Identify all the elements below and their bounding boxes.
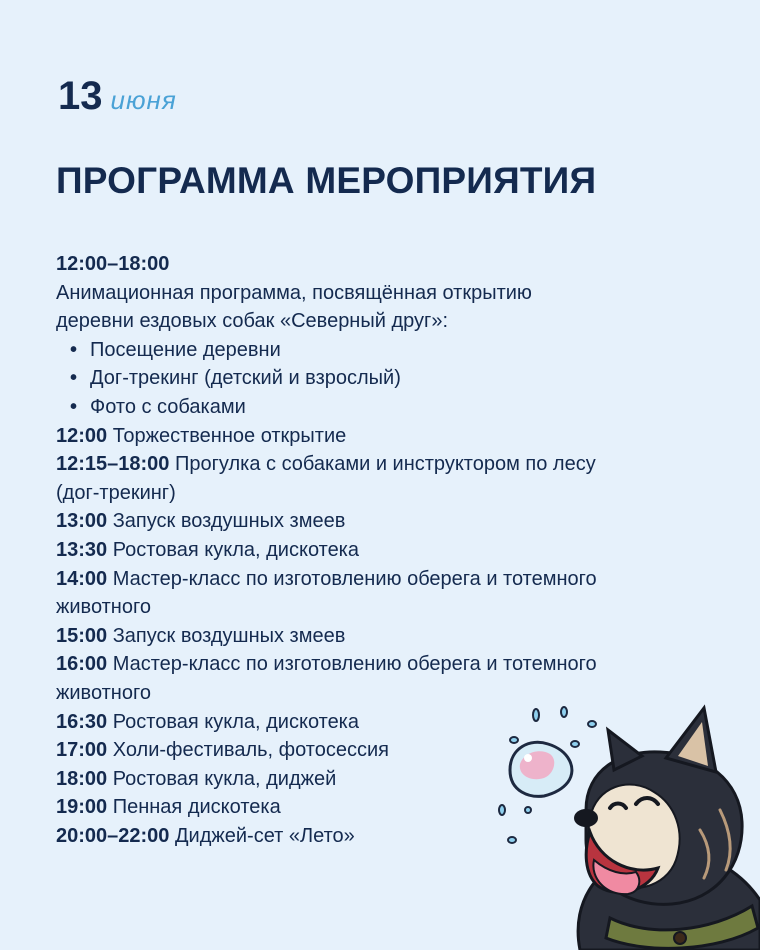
event-date <box>58 74 177 119</box>
date-month: июня <box>110 85 177 115</box>
schedule-item-continuation: (дог-трекинг) <box>56 481 176 504</box>
bullet-item <box>56 393 736 422</box>
desc-label: Мастер-класс по изготовлению оберега и тотемного <box>112 567 597 590</box>
bullet-text: Дог-трекинг (детский и взрослый) <box>90 367 401 390</box>
schedule-item-desc: деревни ездовых собак «Северный друг»: <box>56 310 449 333</box>
desc-label: Диджей-сет «Лето» <box>175 824 355 847</box>
time-label: 18:00 <box>56 767 108 790</box>
time-label: 15:00 <box>56 624 108 647</box>
husky-dog-illustration <box>490 700 760 950</box>
schedule-item <box>56 622 736 651</box>
bullet-icon: • <box>70 367 78 390</box>
schedule-item <box>56 650 736 679</box>
schedule-item <box>56 565 736 594</box>
schedule-item-time <box>56 250 736 279</box>
time-label: 16:00 <box>56 653 108 676</box>
bullet-text: Посещение деревни <box>90 338 281 361</box>
bullet-icon: • <box>70 395 78 418</box>
bullet-item <box>56 364 736 393</box>
schedule-item-continuation: животного <box>56 681 151 704</box>
desc-label: Прогулка с собаками и инструктором по лесу <box>175 453 596 476</box>
desc-label: Запуск воздушных змеев <box>112 624 346 647</box>
time-label: 20:00–22:00 <box>56 824 170 847</box>
bullet-icon: • <box>70 338 78 361</box>
time-label: 16:30 <box>56 710 108 733</box>
schedule-item <box>56 507 736 536</box>
schedule-item <box>56 536 736 565</box>
time-label: 12:00 <box>56 424 108 447</box>
schedule-item <box>56 450 736 479</box>
desc-label: Ростовая кукла, дискотека <box>112 538 359 561</box>
desc-label: Холи-фестиваль, фотосессия <box>112 739 389 762</box>
bullet-item <box>56 336 736 365</box>
bullet-text: Фото с собаками <box>90 395 246 418</box>
desc-label: Пенная дискотека <box>112 796 281 819</box>
water-balloon <box>510 742 572 796</box>
time-label: 17:00 <box>56 739 108 762</box>
desc-label: Ростовая кукла, диджей <box>112 767 337 790</box>
page-title: ПРОГРАММА МЕРОПРИЯТИЯ <box>56 160 597 201</box>
schedule-item-desc: Анимационная программа, посвящённая открытию <box>56 281 532 304</box>
time-label: 13:30 <box>56 538 108 561</box>
time-label: 14:00 <box>56 567 108 590</box>
time-label: 12:00–18:00 <box>56 253 170 275</box>
schedule-item <box>56 422 736 451</box>
time-label: 13:00 <box>56 510 108 533</box>
time-label: 19:00 <box>56 796 108 819</box>
desc-label: Торжественное открытие <box>112 424 347 447</box>
date-day: 13 <box>58 74 103 118</box>
time-label: 12:15–18:00 <box>56 453 170 476</box>
desc-label: Ростовая кукла, дискотека <box>112 710 359 733</box>
schedule-item-continuation: животного <box>56 596 151 619</box>
desc-label: Запуск воздушных змеев <box>112 510 346 533</box>
desc-label: Мастер-класс по изготовлению оберега и тотемного <box>112 653 597 676</box>
